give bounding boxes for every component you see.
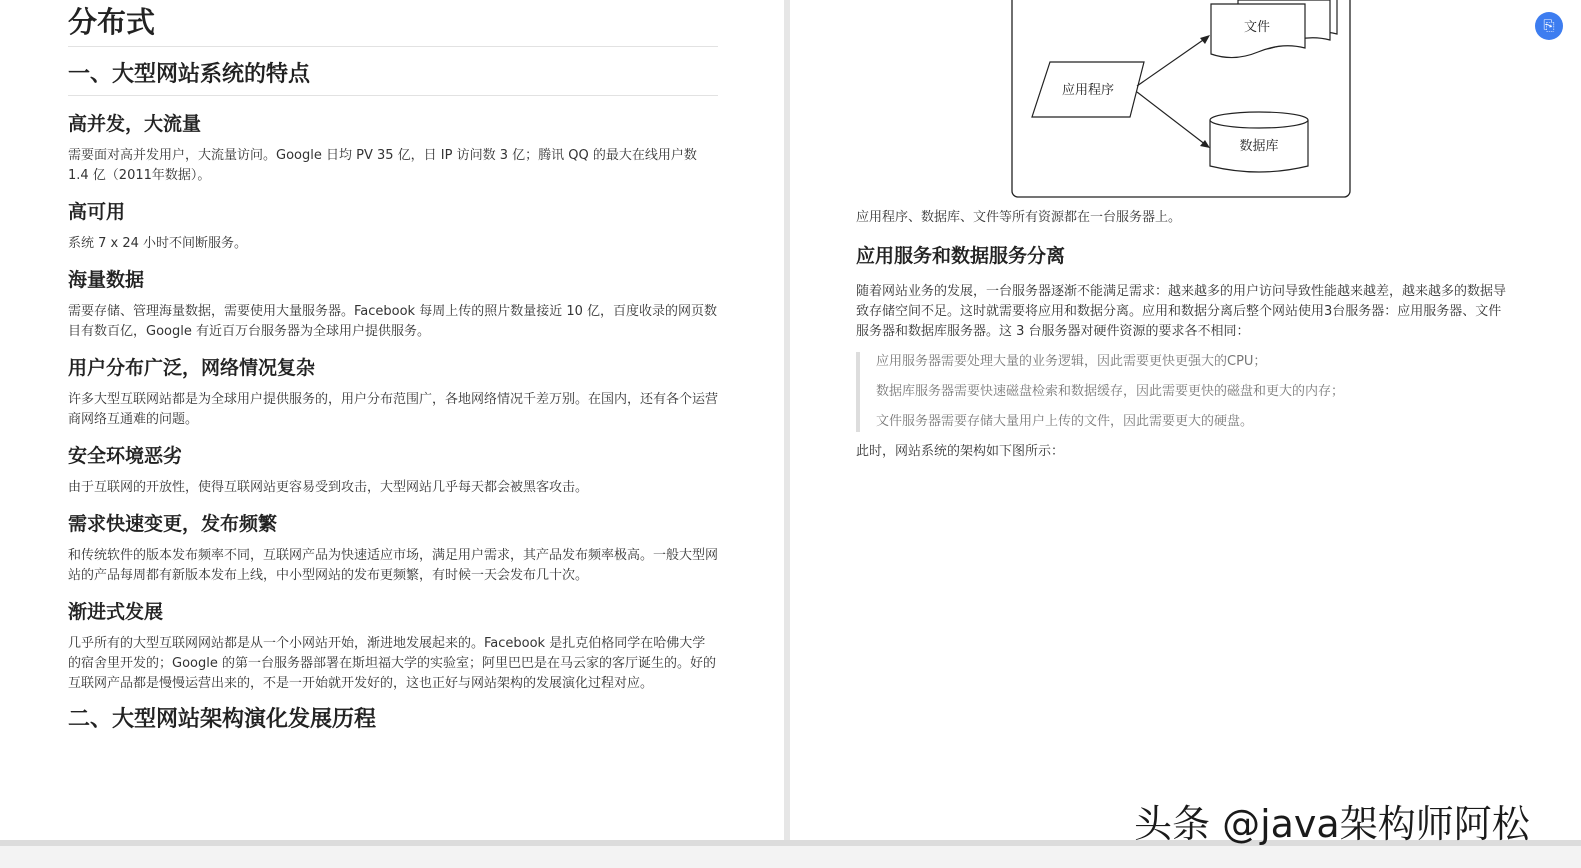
intro-paragraph: 随着网站业务的发展，一台服务器逐渐不能满足需求：越来越多的用户访问导致性能越来越差，越来越多的数据导致存储空间不足。这时就需要将应用和数据分离。应用和数据分离后整个网站使用3台服务器：应用服务器、文件服务器和数据库服务器。这 3 台服务器对硬件资源的要求各不相同： (856, 284, 1507, 339)
subsection-text: 需要存储、管理海量数据，需要使用大量服务器。Facebook 每周上传的照片数量接近 10 亿，百度收录的网页数目有数百亿，Google 有近百万台服务器为全球用户提供服务。 (68, 304, 718, 339)
section1-heading: 一、大型网站系统的特点 (68, 62, 311, 87)
quote-item: 应用服务器需要处理大量的业务逻辑，因此需要更快更强大的CPU； (876, 354, 1267, 369)
section1-divider (68, 95, 718, 96)
outro-paragraph: 此时，网站系统的架构如下图所示： (856, 444, 1065, 459)
subsection-text: 和传统软件的版本发布频率不同，互联网产品为快速适应市场，满足用户需求，其产品发布频率极高。一般大型网站的产品每周都有新版本发布上线，中小型网站的发布更频繁，有时候一天会发布几十次。 (68, 548, 719, 583)
subsection-heading: 高并发，大流量 (68, 113, 202, 135)
right-page-content (856, 200, 1506, 462)
requirements-quote (856, 352, 1506, 432)
subsection-heading: 需求快速变更，发布频繁 (68, 513, 278, 535)
title-divider (68, 46, 718, 47)
watermark: 头条 @java架构师阿松 (1134, 802, 1530, 846)
file-label: 文件 (1243, 20, 1271, 35)
subsection-text: 由于互联网的开放性，使得互联网站更容易受到攻击，大型网站几乎每天都会被黑客攻击。 (68, 480, 589, 495)
subsection-heading: 高可用 (68, 201, 126, 223)
architecture-diagram (1010, 0, 1370, 209)
subsection-heading: 渐进式发展 (68, 601, 164, 623)
section-heading: 应用服务和数据服务分离 (856, 245, 1066, 267)
left-page (0, 0, 784, 840)
quote-item: 数据库服务器需要快速磁盘检索和数据缓存，因此需要更快的磁盘和更大的内存； (876, 384, 1345, 399)
db-label: 数据库 (1239, 139, 1279, 154)
subsection-text: 系统 7 x 24 小时不间断服务。 (68, 236, 248, 251)
file-stack-shape (1211, 0, 1337, 58)
right-page (790, 0, 1581, 840)
section2-heading: 二、大型网站架构演化发展历程 (68, 707, 377, 732)
diagram-caption: 应用程序、数据库、文件等所有资源都在一台服务器上。 (856, 210, 1182, 225)
document-convert-icon[interactable]: ⎘ (1535, 12, 1563, 40)
left-page-content (68, 0, 718, 736)
subsection-heading: 安全环境恶劣 (68, 445, 183, 467)
subsection-text: 需要面对高并发用户，大流量访问。Google 日均 PV 35 亿，日 IP 访问数 3 亿；腾讯 QQ 的最大在线用户数 1.4 亿（2011年数据）。 (68, 148, 697, 183)
subsection-heading: 用户分布广泛，网络情况复杂 (68, 357, 316, 379)
quote-item: 文件服务器需要存储大量用户上传的文件，因此需要更大的硬盘。 (876, 414, 1254, 429)
page-title: 分布式 (68, 5, 156, 39)
app-label: 应用程序 (1061, 83, 1115, 98)
subsection-heading: 海量数据 (68, 269, 145, 291)
subsection-text: 几乎所有的大型互联网网站都是从一个小网站开始，渐进地发展起来的。Facebook 是扎克伯格同学在哈佛大学的宿舍里开发的；Google 的第一台服务器部署在斯坦福大学的实验室；阿里巴巴是在马云家的客厅诞生的。好的互联网产品都是慢慢运营出来的，不是一开始就开发好的，这也正好与网站架构的发展演化过程对应。 (68, 636, 716, 691)
subsection-text: 许多大型互联网站都是为全球用户提供服务的，用户分布范围广，各地网络情况千差万别。在国内，还有各个运营商网络互通难的问题。 (68, 392, 719, 427)
